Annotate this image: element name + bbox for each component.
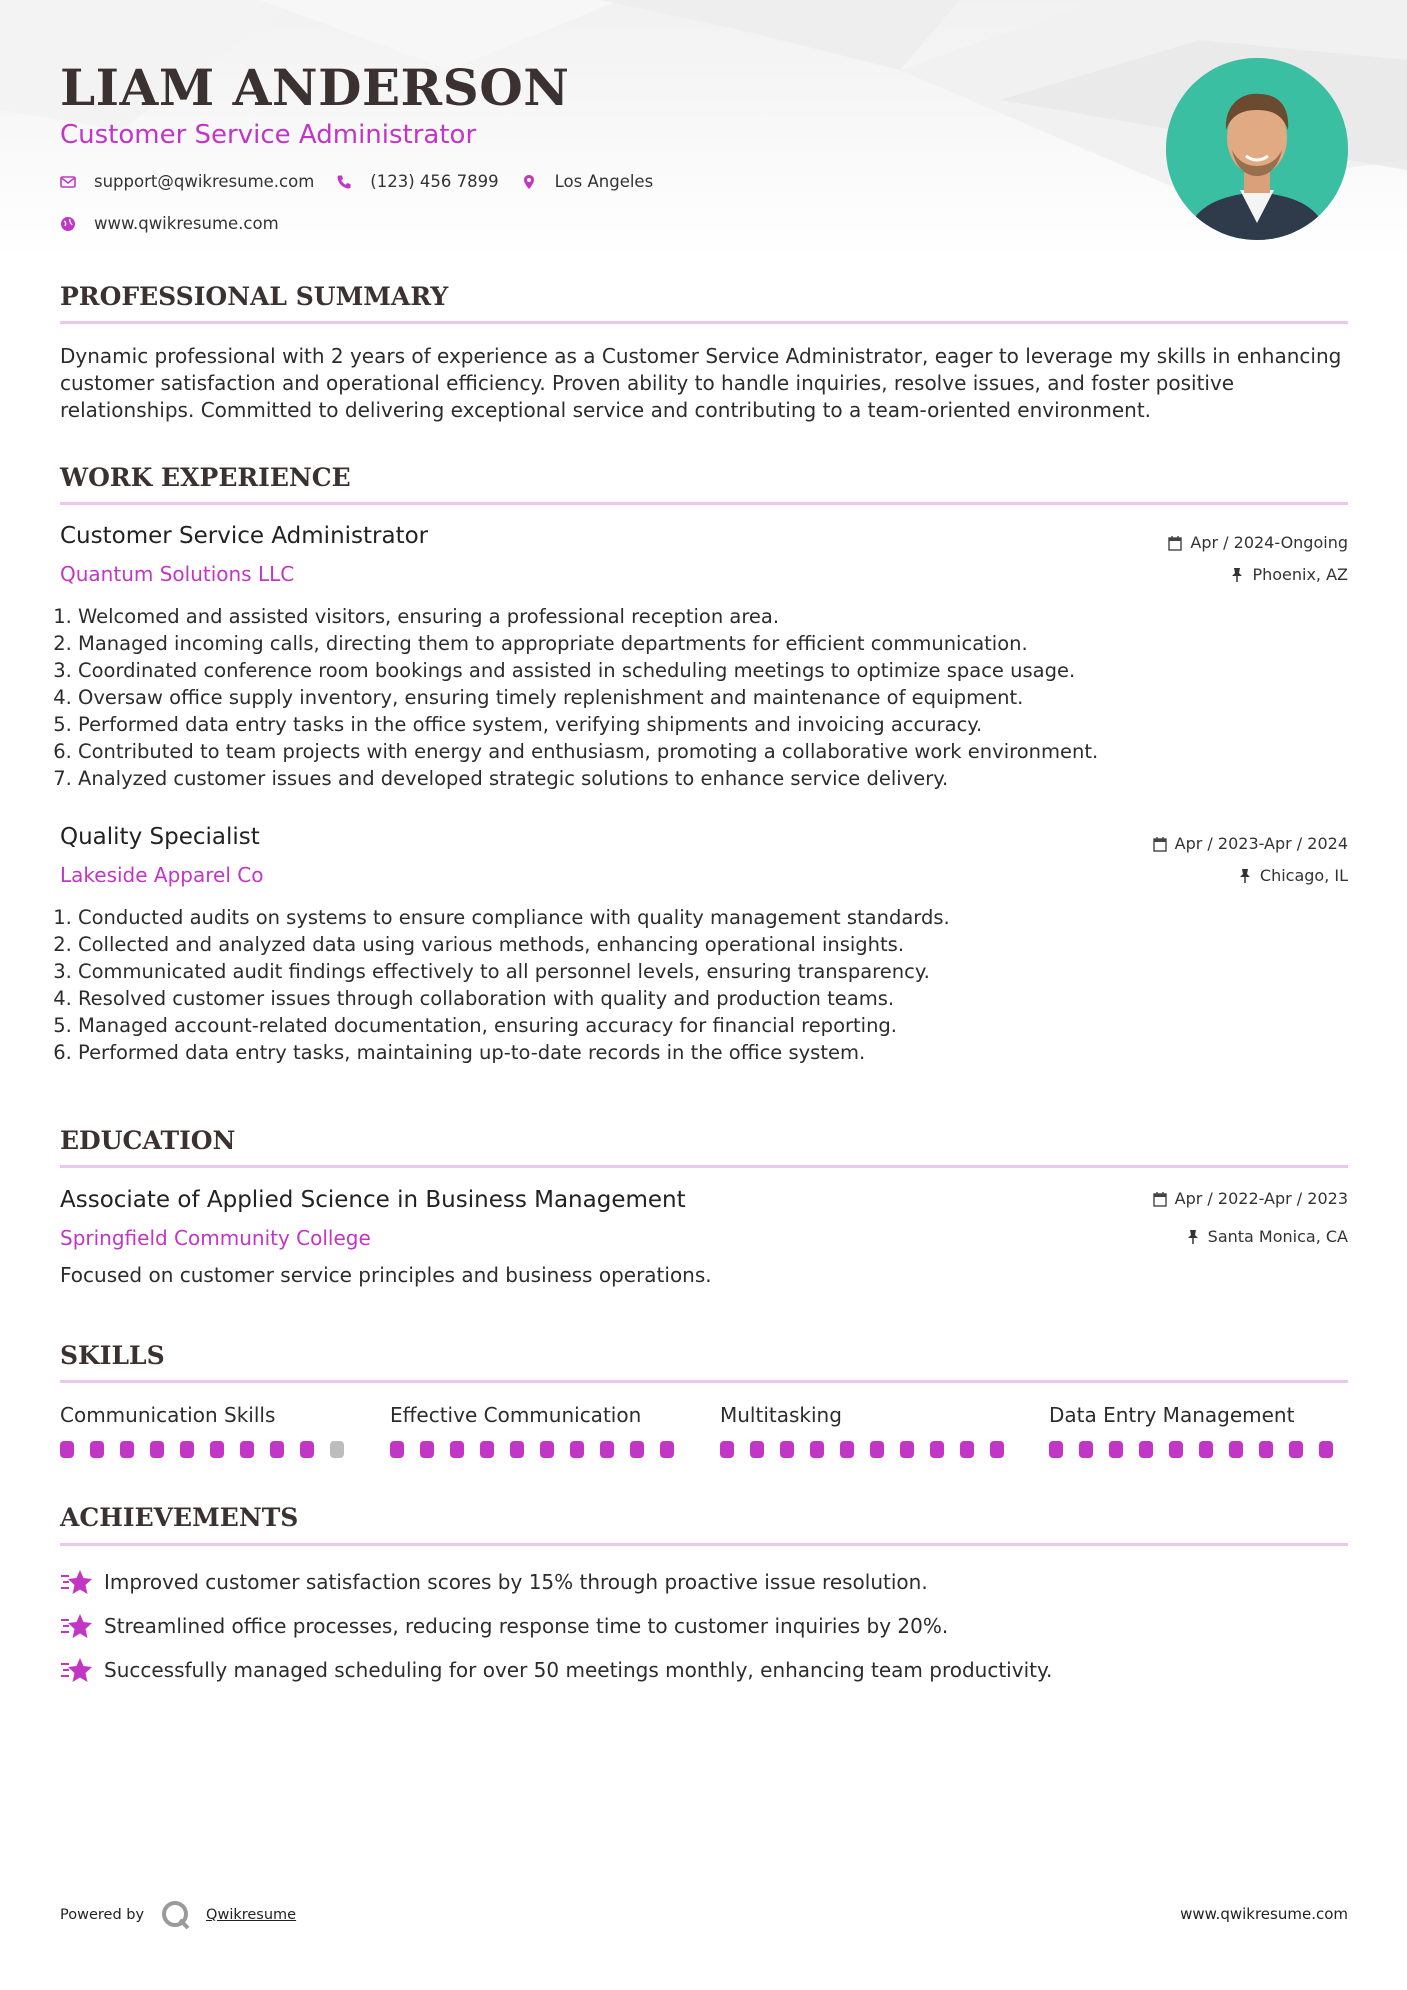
summary-text: Dynamic professional with 2 years of experience as a Customer Service Administrator, eager to leverage my skills in enhancing customer satisfaction and operational efficiency. Proven ability to handle inquiries, resolve issues, and foster positive relationships. Committed to delivering exceptional service and contributing to a team-oriented environment. xyxy=(60,344,1342,422)
contact-phone[interactable] xyxy=(336,172,498,191)
list-item: 4. Oversaw office supply inventory, ensuring timely replenishment and maintenance of equipment. xyxy=(78,684,1348,711)
rating-dot-filled xyxy=(120,1441,134,1458)
rating-dot-filled xyxy=(300,1441,314,1458)
section-divider xyxy=(60,1165,1348,1168)
rating-dot-filled xyxy=(1289,1441,1303,1458)
list-item: 2. Collected and analyzed data using various methods, enhancing operational insights. xyxy=(78,931,1348,958)
education-dates: Apr / 2022-Apr / 2023 xyxy=(1153,1189,1348,1208)
rating-dot-filled xyxy=(1049,1441,1063,1458)
pushpin-icon xyxy=(1230,567,1244,583)
rating-dot-filled xyxy=(1259,1441,1273,1458)
company-name: Quantum Solutions LLC xyxy=(60,562,295,586)
job-location: Chicago, IL xyxy=(1238,866,1348,885)
contact-row xyxy=(60,172,675,191)
list-item: 6. Performed data entry tasks, maintaining up-to-date records in the office system. xyxy=(78,1039,1348,1066)
skill-rating xyxy=(720,1441,1020,1458)
footer-website[interactable]: www.qwikresume.com xyxy=(1180,1905,1348,1923)
contact-email[interactable] xyxy=(60,172,314,191)
skill-name: Multitasking xyxy=(720,1403,842,1427)
list-item: 5. Performed data entry tasks in the office system, verifying shipments and invoicing accuracy. xyxy=(78,711,1348,738)
rating-dot-filled xyxy=(720,1441,734,1458)
rating-dot-filled xyxy=(240,1441,254,1458)
powered-by-text: Powered by xyxy=(60,1907,145,1923)
email-text: support@qwikresume.com xyxy=(94,172,315,191)
contact-location xyxy=(521,172,654,191)
rating-dot-filled xyxy=(600,1441,614,1458)
job-dates: Apr / 2023-Apr / 2024 xyxy=(1153,834,1348,853)
globe-icon xyxy=(60,216,76,232)
rating-dot-filled xyxy=(870,1441,884,1458)
rating-dot-filled xyxy=(390,1441,404,1458)
summary-heading: PROFESSIONAL SUMMARY xyxy=(60,282,449,311)
section-divider xyxy=(60,1380,1348,1383)
candidate-title: Customer Service Administrator xyxy=(60,120,477,150)
job-title: Customer Service Administrator xyxy=(60,523,429,549)
list-item: 7. Analyzed customer issues and developed strategic solutions to enhance service delivery. xyxy=(78,765,1348,792)
phone-icon xyxy=(336,174,352,190)
skill-item xyxy=(720,1403,1020,1458)
rating-dot-filled xyxy=(420,1441,434,1458)
calendar-icon xyxy=(1153,836,1167,852)
skill-name: Data Entry Management xyxy=(1049,1403,1295,1427)
rating-dot-filled xyxy=(1199,1441,1213,1458)
rating-dot-filled xyxy=(630,1441,644,1458)
job-title: Quality Specialist xyxy=(60,824,260,850)
education-description: Focused on customer service principles and business operations. xyxy=(60,1263,712,1287)
experience-heading: WORK EXPERIENCE xyxy=(60,463,351,492)
star-badge-icon xyxy=(60,1612,104,1640)
rating-dot-filled xyxy=(270,1441,284,1458)
footer-branding xyxy=(60,1899,296,1931)
skills-heading: SKILLS xyxy=(60,1341,165,1370)
list-item: 4. Resolved customer issues through collaboration with quality and production teams. xyxy=(78,985,1348,1012)
achievement-item xyxy=(60,1568,928,1596)
job-responsibilities xyxy=(60,603,1348,792)
skill-rating xyxy=(60,1441,360,1458)
skill-item xyxy=(1049,1403,1349,1458)
achievement-item xyxy=(60,1612,948,1640)
school-name: Springfield Community College xyxy=(60,1226,371,1250)
list-item: 3. Communicated audit findings effectively to all personnel levels, ensuring transparency. xyxy=(78,958,1348,985)
education-heading: EDUCATION xyxy=(60,1126,236,1155)
envelope-icon xyxy=(60,174,76,190)
rating-dot-filled xyxy=(840,1441,854,1458)
rating-dot-filled xyxy=(570,1441,584,1458)
rating-dot-filled xyxy=(1169,1441,1183,1458)
job-location: Phoenix, AZ xyxy=(1230,565,1348,584)
rating-dot-filled xyxy=(780,1441,794,1458)
skill-item xyxy=(390,1403,690,1458)
brand-link[interactable]: Qwikresume xyxy=(206,1907,297,1923)
star-badge-icon xyxy=(60,1568,104,1596)
rating-dot-filled xyxy=(480,1441,494,1458)
rating-dot-filled xyxy=(930,1441,944,1458)
candidate-name: LIAM ANDERSON xyxy=(60,58,570,117)
skill-name: Communication Skills xyxy=(60,1403,276,1427)
rating-dot-filled xyxy=(960,1441,974,1458)
skill-item xyxy=(60,1403,360,1458)
website-text: www.qwikresume.com xyxy=(94,214,279,233)
skill-rating xyxy=(1049,1441,1349,1458)
degree-title: Associate of Applied Science in Business Management xyxy=(60,1187,686,1213)
contact-row xyxy=(60,214,301,233)
rating-dot-filled xyxy=(750,1441,764,1458)
rating-dot-filled xyxy=(1109,1441,1123,1458)
rating-dot-filled xyxy=(900,1441,914,1458)
calendar-icon xyxy=(1153,1191,1167,1207)
list-item: 5. Managed account-related documentation, ensuring accuracy for financial reporting. xyxy=(78,1012,1348,1039)
rating-dot-filled xyxy=(60,1441,74,1458)
list-item: 3. Coordinated conference room bookings and assisted in scheduling meetings to optimize space usage. xyxy=(78,657,1348,684)
rating-dot-filled xyxy=(450,1441,464,1458)
achievements-heading: ACHIEVEMENTS xyxy=(60,1503,299,1532)
rating-dot-filled xyxy=(990,1441,1004,1458)
rating-dot-filled xyxy=(180,1441,194,1458)
phone-text: (123) 456 7899 xyxy=(370,172,499,191)
profile-photo xyxy=(1166,58,1348,240)
rating-dot-filled xyxy=(810,1441,824,1458)
list-item: 2. Managed incoming calls, directing them to appropriate departments for efficient communication. xyxy=(78,630,1348,657)
achievement-text: Improved customer satisfaction scores by 15% through proactive issue resolution. xyxy=(104,1570,928,1594)
section-divider xyxy=(60,502,1348,505)
section-divider xyxy=(60,321,1348,324)
rating-dot-filled xyxy=(210,1441,224,1458)
pushpin-icon xyxy=(1238,868,1252,884)
company-name: Lakeside Apparel Co xyxy=(60,863,264,887)
pushpin-icon xyxy=(1186,1229,1200,1245)
map-pin-icon xyxy=(521,174,537,190)
achievement-text: Streamlined office processes, reducing response time to customer inquiries by 20%. xyxy=(104,1614,949,1638)
rating-dot-filled xyxy=(510,1441,524,1458)
rating-dot-filled xyxy=(660,1441,674,1458)
rating-dot-filled xyxy=(1139,1441,1153,1458)
rating-dot-filled xyxy=(150,1441,164,1458)
rating-dot-empty xyxy=(330,1441,344,1458)
section-divider xyxy=(60,1543,1348,1546)
contact-website[interactable] xyxy=(60,214,279,233)
skill-rating xyxy=(390,1441,690,1458)
education-location: Santa Monica, CA xyxy=(1186,1227,1348,1246)
star-badge-icon xyxy=(60,1656,104,1684)
rating-dot-filled xyxy=(1079,1441,1093,1458)
skill-name: Effective Communication xyxy=(390,1403,642,1427)
rating-dot-filled xyxy=(540,1441,554,1458)
achievement-text: Successfully managed scheduling for over 50 meetings monthly, enhancing team productivity. xyxy=(104,1658,1053,1682)
qwikresume-logo-icon xyxy=(160,1899,192,1931)
rating-dot-filled xyxy=(1229,1441,1243,1458)
achievement-item xyxy=(60,1656,1052,1684)
job-dates: Apr / 2024-Ongoing xyxy=(1168,533,1348,552)
calendar-icon xyxy=(1168,535,1182,551)
rating-dot-filled xyxy=(90,1441,104,1458)
list-item: 6. Contributed to team projects with energy and enthusiasm, promoting a collaborative work environment. xyxy=(78,738,1348,765)
list-item: 1. Welcomed and assisted visitors, ensuring a professional reception area. xyxy=(78,603,1348,630)
location-text: Los Angeles xyxy=(554,172,654,191)
job-responsibilities xyxy=(60,904,1348,1066)
list-item: 1. Conducted audits on systems to ensure compliance with quality management standards. xyxy=(78,904,1348,931)
rating-dot-filled xyxy=(1319,1441,1333,1458)
